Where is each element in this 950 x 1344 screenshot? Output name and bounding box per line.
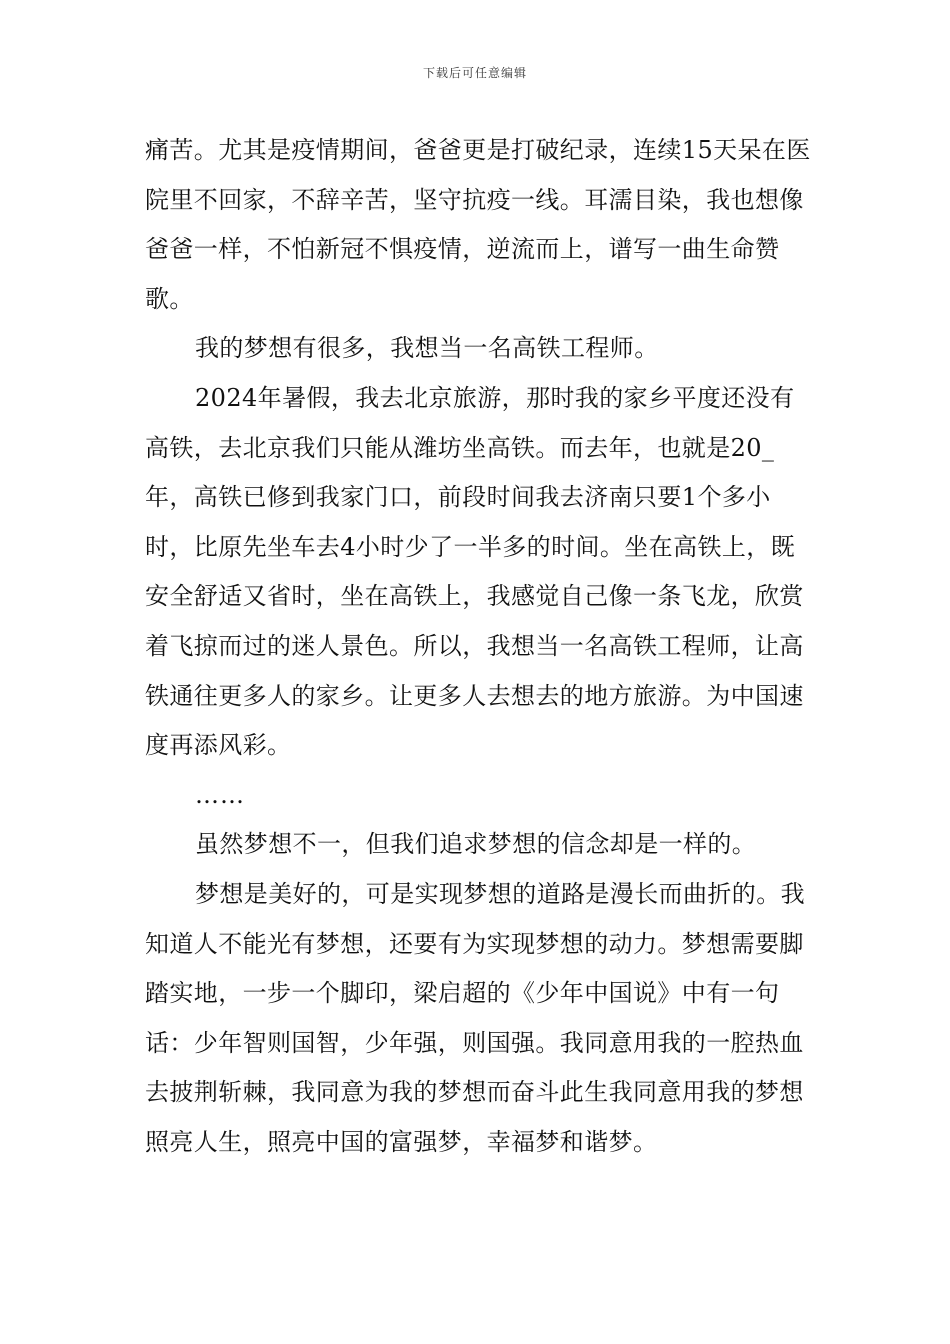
document-body bbox=[145, 126, 815, 1167]
paragraph-conclusion: 梦想是美好的，可是实现梦想的道路是漫长而曲折的。我知道人不能光有梦想，还要有为实现梦想的动力。梦想需要脚踏实地，一步一个脚印，梁启超的《少年中国说》中有一句话：少年智则国智，少年强，则国强。我同意用我的一腔热血去披荆斩棘，我同意为我的梦想而奋斗此生我同意用我的梦想照亮人生，照亮中国的富强梦，幸福梦和谐梦。 bbox=[145, 879, 805, 1156]
paragraph-ellipsis: …… bbox=[195, 780, 245, 809]
paragraph-dream-intro: 我的梦想有很多，我想当一名高铁工程师。 bbox=[195, 334, 659, 363]
paragraph-continuation: 痛苦。尤其是疫情期间，爸爸更是打破纪录，连续15天呆在医院里不回家，不辞辛苦，坚守抗疫一线。耳濡目染，我也想像爸爸一样，不怕新冠不惧疫情，逆流而上，谱写一曲生命赞歌。 bbox=[145, 136, 811, 313]
paragraph-shared-belief: 虽然梦想不一，但我们追求梦想的信念却是一样的。 bbox=[195, 830, 757, 859]
page-header-note: 下载后可任意编辑 bbox=[422, 66, 527, 80]
paragraph-high-speed-rail: 2024年暑假，我去北京旅游，那时我的家乡平度还没有高铁，去北京我们只能从潍坊坐高铁。而去年，也就是20_年，高铁已修到我家门口，前段时间我去济南只要1个多小时，比原先坐车去4小时少了一半多的时间。坐在高铁上，既安全舒适又省时，坐在高铁上，我感觉自己像一条飞龙，欣赏着飞掠而过的迷人景色。所以，我想当一名高铁工程师，让高铁通往更多人的家乡。让更多人去想去的地方旅游。为中国速度再添风彩。 bbox=[145, 383, 804, 760]
